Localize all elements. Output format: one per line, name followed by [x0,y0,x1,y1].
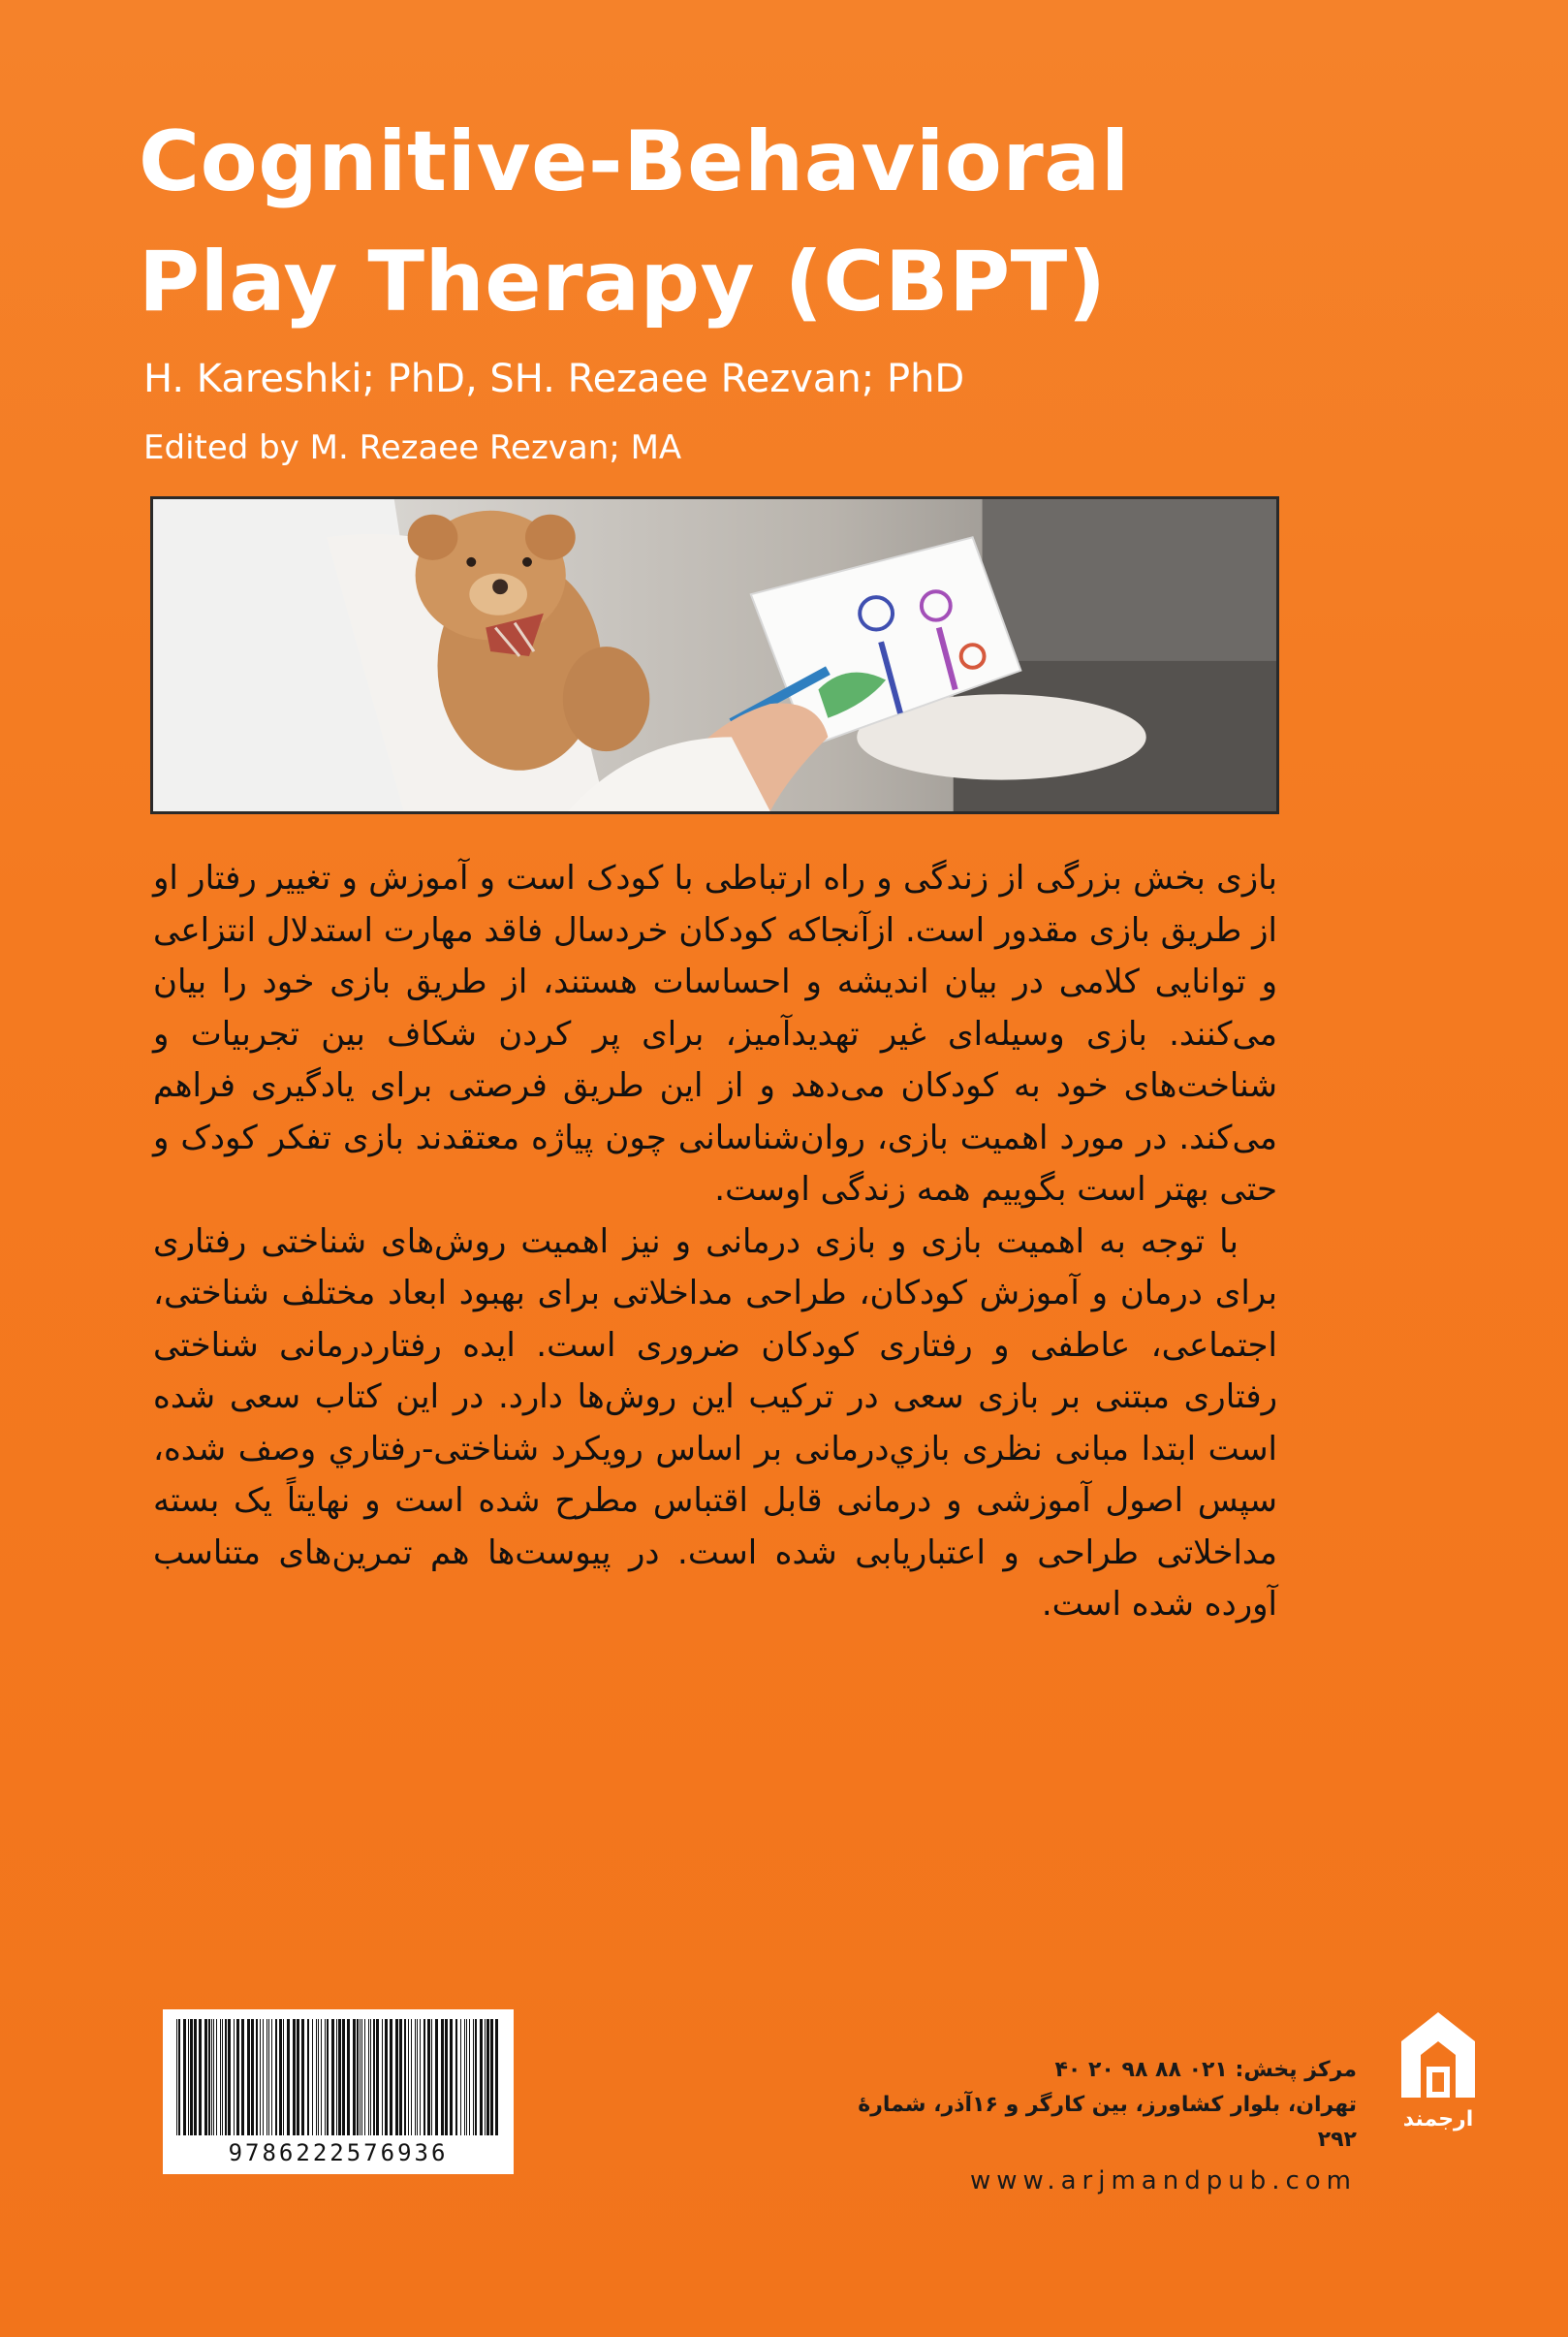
barcode-bar [307,2019,309,2135]
barcode-bar [399,2019,402,2135]
barcode-bar [460,2019,461,2135]
barcode-bar [225,2019,227,2135]
barcode-bar [486,2019,489,2135]
publisher-logo-icon [1397,2008,1479,2105]
barcode-bar [204,2019,207,2135]
barcode-bar [301,2019,304,2135]
barcode-bar [427,2019,430,2135]
barcode-bar [475,2019,477,2135]
barcode-bar [327,2019,329,2135]
barcode-bar [178,2019,180,2135]
barcode-bar [176,2019,177,2135]
barcode-bar [376,2019,379,2135]
barcode-bar [395,2019,398,2135]
barcode-bar [220,2019,221,2135]
barcode-bar [445,2019,448,2135]
isbn-barcode [163,2009,514,2174]
barcode-bar [283,2019,284,2135]
barcode-bar [211,2019,212,2135]
cover-photo [150,496,1279,814]
distribution-phone: مرکز پخش: ۰۲۱ ۸۸ ۹۸ ۲۰ ۴۰ [1054,2058,1357,2082]
barcode-bar [241,2019,244,2135]
barcode-bar [357,2019,359,2135]
barcode-bar [293,2019,296,2135]
barcode-bars [174,2019,502,2135]
barcode-bar [247,2019,250,2135]
description-paragraph-2: با توجه به اهمیت بازی و بازی درمانی و نیز اهمیت روش‌های شناختی رفتاری برای درمان و آموزش کودکان، طراحی مداخلاتی برای بهبود ابعاد مختلف شناختی، اجتماعی، عاطفی و رفتاری کودکان ضروری است. ایده رفتاردرمانی شناختی رفتاری مبتنی بر بازی سعی در ترکیب این روش‌ها دارد. در این کتاب سعی شده است ابتدا مبانی نظری بازي‌درمانی بر اساس رویکرد شناختی-رفتاري وصف شده، سپس اصول آموزشی و درمانی قابل اقتباس مطرح شده است و نهایتاً یک بسته مداخلاتی طراحی و اعتباریابی شده است. در پیوست‌ها هم تمرین‌های متناسب آورده شده است. [153,1221,1277,1624]
barcode-bar [190,2019,193,2135]
book-title-line-2: Play Therapy (CBPT) [139,234,1107,331]
barcode-bar [441,2019,444,2135]
barcode-bar [222,2019,223,2135]
barcode-bar [260,2019,261,2135]
publisher-logo [1384,2008,1492,2154]
barcode-bar [268,2019,269,2135]
barcode-bar [279,2019,282,2135]
barcode-bar [464,2019,465,2135]
barcode-bar [287,2019,290,2135]
book-title-line-1: Cognitive-Behavioral [139,113,1130,210]
barcode-bar [353,2019,356,2135]
barcode-bar [370,2019,371,2135]
authors-line: H. Kareshki; PhD, SH. Rezaee Rezvan; PhD [143,357,965,401]
barcode-bar [316,2019,317,2135]
barcode-bar [199,2019,202,2135]
barcode-bar [385,2019,388,2135]
barcode-bar [183,2019,186,2135]
barcode-bar [216,2019,217,2135]
barcode-bar [415,2019,416,2135]
barcode-bar [404,2019,406,2135]
barcode-bar [360,2019,361,2135]
barcode-bar [411,2019,412,2135]
barcode-bar [194,2019,197,2135]
barcode-bar [256,2019,258,2135]
barcode-bar [473,2019,474,2135]
barcode-bar [297,2019,299,2135]
book-description [153,853,1277,1631]
barcode-bar [347,2019,350,2135]
barcode-bar [336,2019,337,2135]
barcode-bar [188,2019,189,2135]
barcode-bar [408,2019,409,2135]
barcode-bar [495,2019,498,2135]
barcode-bar [236,2019,239,2135]
barcode-bar [373,2019,375,2135]
barcode-bar [490,2019,493,2135]
barcode-bar [271,2019,272,2135]
isbn-number: 9786222576936 [228,2139,449,2166]
barcode-bar [318,2019,319,2135]
barcode-bar [364,2019,365,2135]
barcode-bar [208,2019,210,2135]
publisher-logo-text: ارجمند [1402,2107,1474,2132]
barcode-bar [321,2019,322,2135]
book-title [139,102,1350,342]
publisher-info [853,2053,1357,2198]
editor-line: Edited by M. Rezaee Rezvan; MA [143,428,682,467]
cover-photo-illustration [153,499,1276,811]
barcode-bar [312,2019,313,2135]
publisher-website: www.arjmandpub.com [969,2166,1357,2195]
barcode-bar [420,2019,421,2135]
barcode-bar [325,2019,326,2135]
publisher-address: تهران، بلوار کشاورز، بین کارگر و ۱۶آذر، شمارهٔ ۲۹۲ [858,2093,1357,2152]
barcode-bar [275,2019,277,2135]
barcode-bar [450,2019,453,2135]
description-paragraph-1: بازی بخش بزرگی از زندگی و راه ارتباطی با کودک است و آموزش و تغییر رفتار او از طریق بازی مقدور است. ازآنجاکه کودکان خردسال فاقد مهارت استدلال انتزاعی و توانایی کلامی در بیان اندیشه و احساسات هستند، از طریق بازی خود را بیان می‌کنند. بازی وسیله‌ای غیر تهدیدآمیز، برای پر کردن شکاف بین تجربیات و شناخت‌های خود به کودکان می‌دهد و از این طریق فرصتی برای یادگیری فراهم می‌کند. در مورد اهمیت بازی، روان‌شناسانی چون پیاژه معتقدند بازی تفکر کودک و حتی بهتر است بگوییم همه زندگی اوست. [153,859,1277,1209]
barcode-bar [485,2019,486,2135]
barcode-bar [466,2019,467,2135]
barcode-bar [469,2019,470,2135]
barcode-bar [342,2019,345,2135]
barcode-bar [213,2019,214,2135]
barcode-bar [331,2019,334,2135]
barcode-bar [390,2019,392,2135]
barcode-bar [423,2019,425,2135]
barcode-bar [263,2019,264,2135]
barcode-bar [234,2019,235,2135]
barcode-bar [338,2019,341,2135]
barcode-bar [251,2019,254,2135]
barcode-bar [431,2019,432,2135]
barcode-bar [480,2019,483,2135]
barcode-bar [228,2019,231,2135]
barcode-bar [417,2019,418,2135]
barcode-bar [455,2019,457,2135]
barcode-bar [361,2019,362,2135]
barcode-bar [382,2019,383,2135]
barcode-bar [368,2019,369,2135]
barcode-bar [435,2019,438,2135]
